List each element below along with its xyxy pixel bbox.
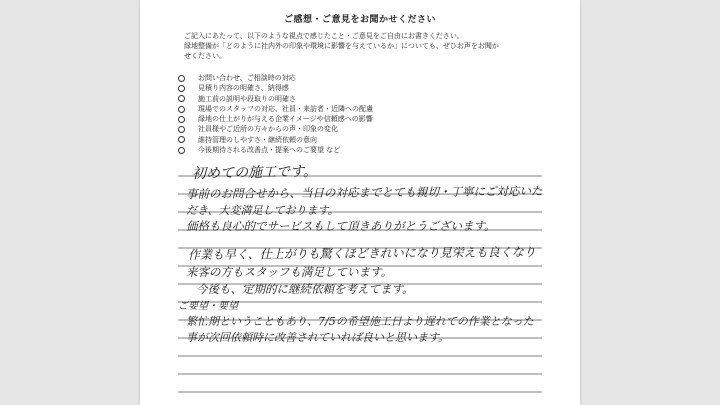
intro-line: せください。: [184, 52, 226, 60]
handwritten-line: 価格も良心的でサービスもして頂きありがとうございます。: [186, 219, 496, 233]
feedback-form-sheet: [140, 0, 580, 405]
checklist-item-label: 維持管理のしやすさ・継続依頼の意向: [198, 135, 317, 144]
intro-line: ご記入にあたって、以下のような視点で感じたこと・ご意見をご自由にお書きください。: [184, 32, 464, 40]
checklist-item-label: 緑地の仕上がりが与える企業イメージや信頼感への影響: [198, 115, 373, 124]
form-title: ご感想・ご意見をお聞かせください: [283, 15, 436, 25]
handwritten-line: ご要望・要望: [178, 301, 238, 312]
handwritten-line: 今後も、定期的に継続依頼を考えてます。: [196, 282, 414, 296]
checklist-item-label: 今後期待される改善点・提案へのご要望 など: [198, 146, 341, 155]
checklist-item-label: 施工前の説明や段取りの明確さ: [198, 94, 296, 103]
handwritten-line: 事が次回依頼時に改善されていれば良いと思います。: [186, 331, 450, 344]
checklist-item-label: お問い合わせ、ご相談時の対応: [198, 74, 296, 82]
handwritten-line: 事前のお問合せから、当日の対応までとても親切・丁寧にご対応いた: [185, 183, 543, 201]
intro-line: 緑地整備が「どのように社内外の印象や環境に影響を与えているか」についても、ぜひお声をお聞か: [184, 42, 499, 50]
checklist-item-label: 現場でのスタッフの対応、社員・来訪者・近隣への配慮: [198, 104, 373, 113]
checklist-item-label: 見積り内容の明確さ、納得感: [198, 84, 289, 93]
handwritten-line: 繁忙期ということもあり、7/5の希望施工日より遅れての作業となった: [186, 315, 534, 328]
checklist-item-label: 社員様やご近所の方々からの声・印象の変化: [198, 125, 338, 134]
handwritten-line: 初めての施工です。: [191, 163, 318, 182]
handwritten-line: 来客の方もスタッフも満足しています。: [186, 265, 393, 279]
handwritten-line: 作業も早く、仕上がりも驚くほどきれいになり見栄えも良くなり: [187, 244, 536, 262]
handwritten-line: だき、大変満足しております。: [186, 204, 339, 217]
